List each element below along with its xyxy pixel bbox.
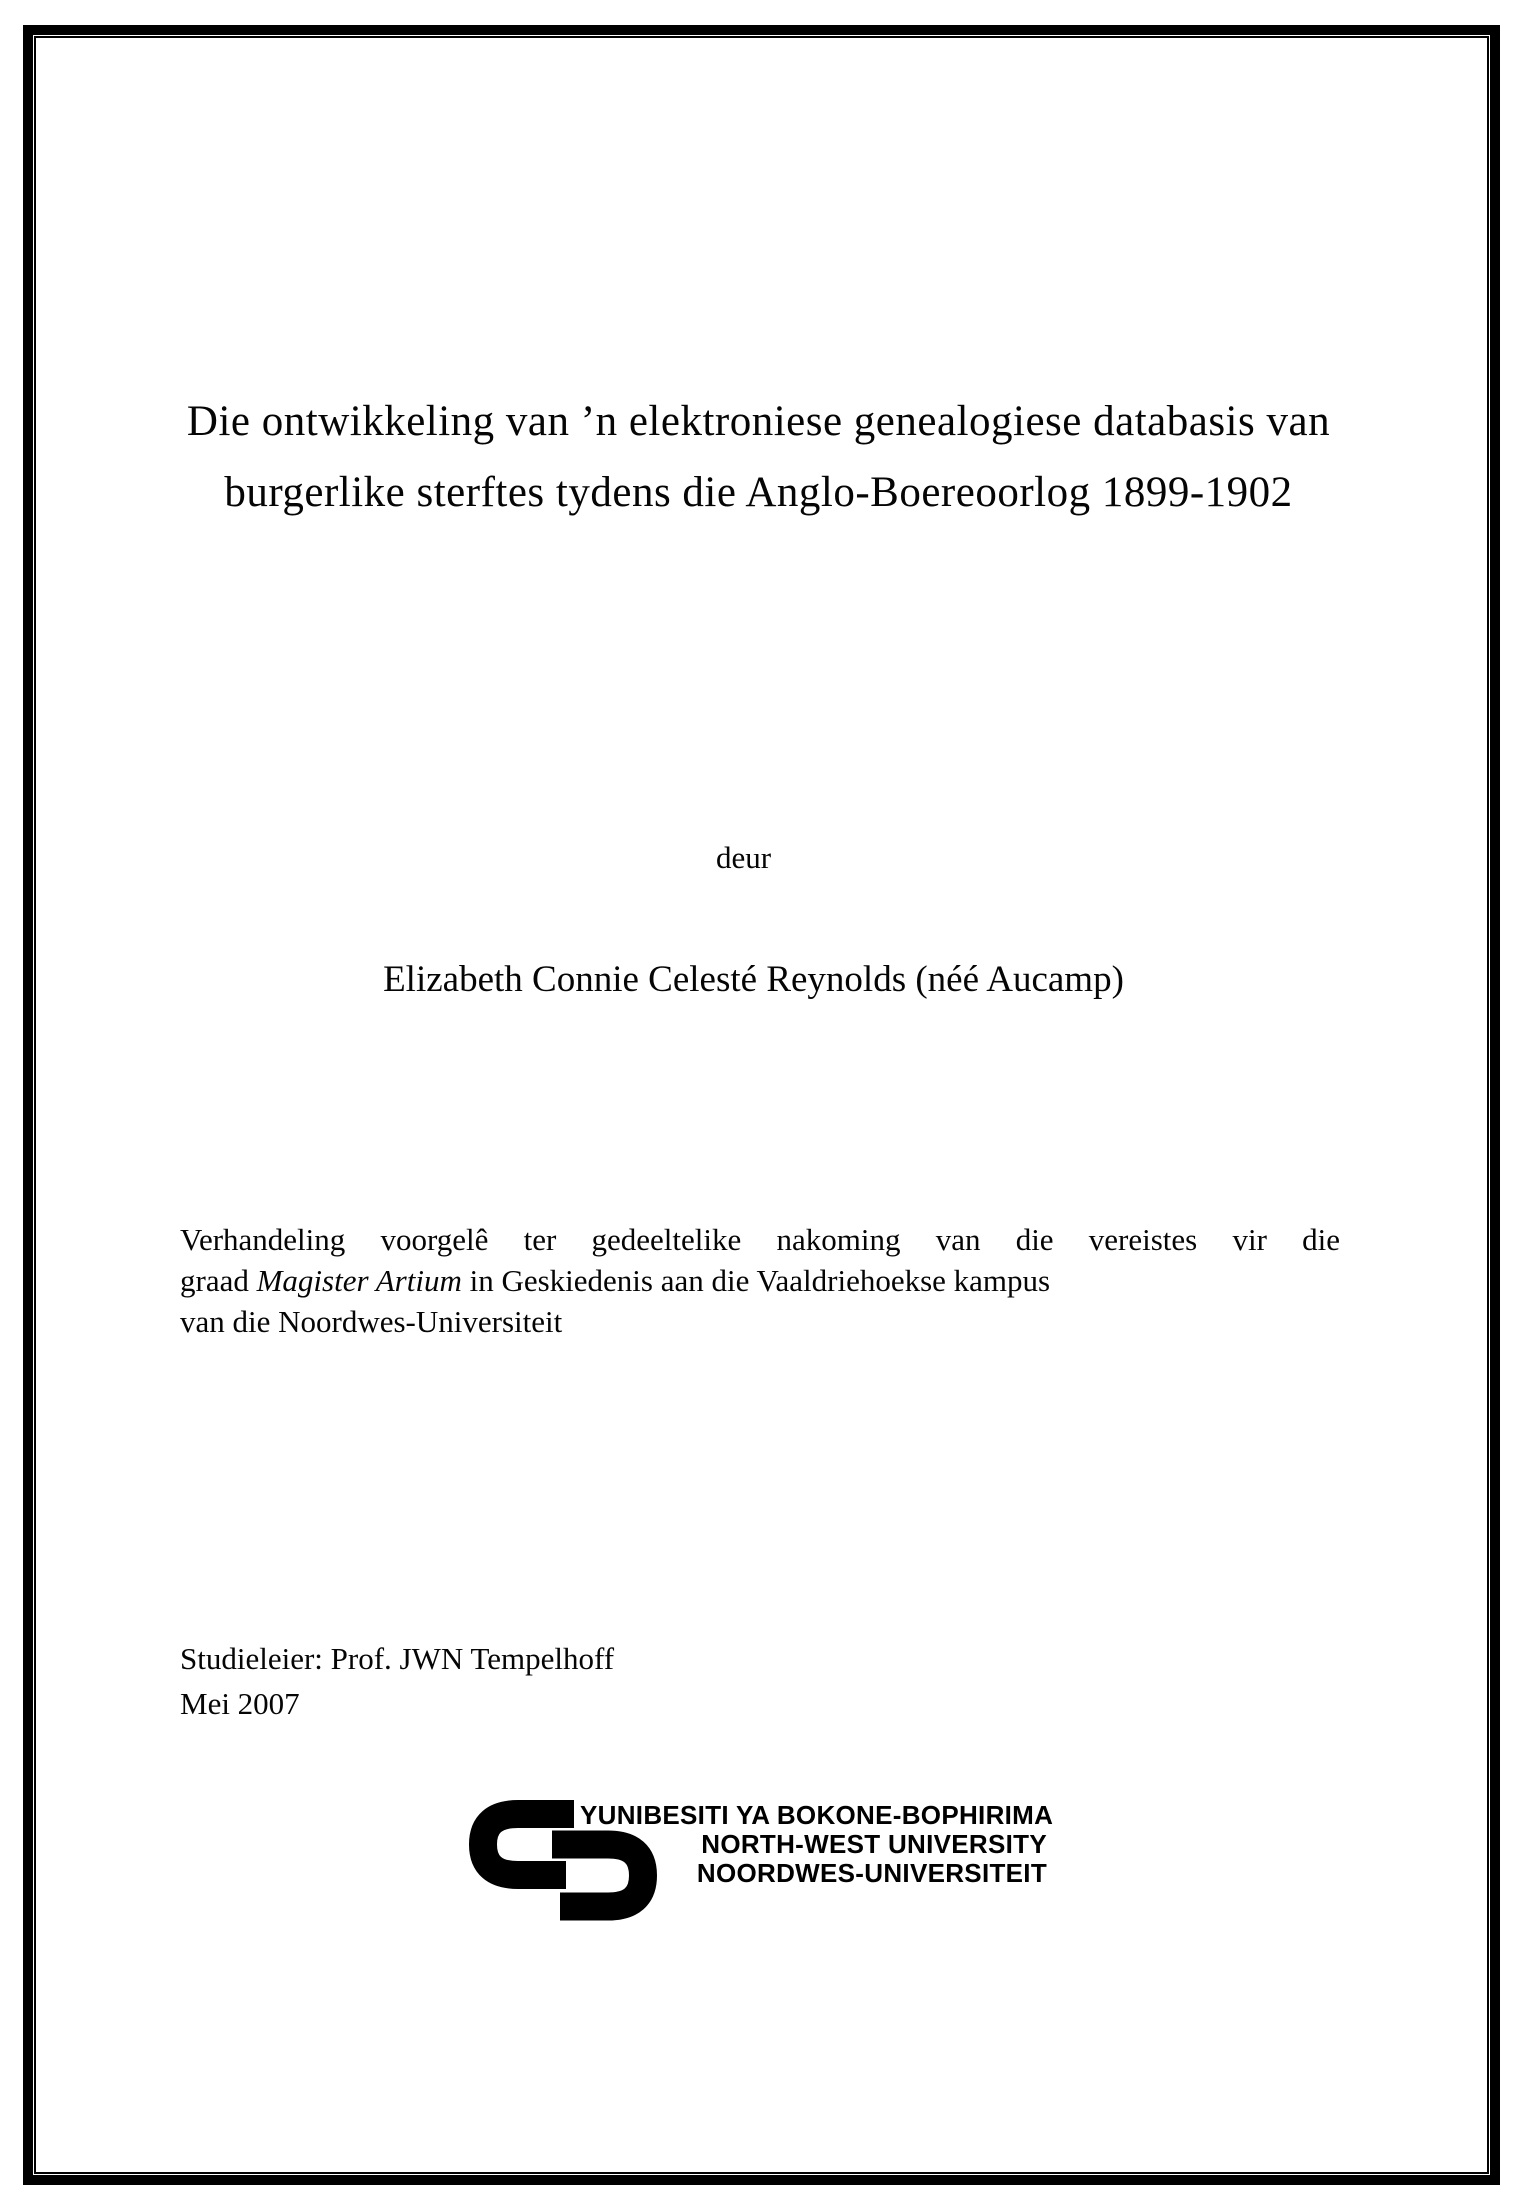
declaration-line-2 xyxy=(180,1260,1340,1301)
author-name: Elizabeth Connie Celesté Reynolds (néé Aucamp) xyxy=(383,959,1124,1000)
date-line: Mei 2007 xyxy=(180,1686,300,1721)
declaration-line-2-post: in Geskiedenis aan die Vaaldriehoekse kampus xyxy=(461,1263,1051,1298)
declaration-line-3: van die Noordwes-Universiteit xyxy=(180,1304,563,1339)
logo-name-setswana: YUNIBESITI YA BOKONE-BOPHIRIMA xyxy=(580,1800,1054,1830)
thesis-title-line-2: burgerlike sterftes tydens die Anglo-Boereoorlog 1899-1902 xyxy=(224,469,1293,517)
degree-name-italic: Magister Artium xyxy=(256,1263,462,1298)
degree-declaration xyxy=(180,1219,1340,1342)
nwu-logo-wordmark xyxy=(580,1800,1054,1888)
declaration-line-1: Verhandeling voorgelê ter gedeeltelike nakoming van die vereistes vir die xyxy=(180,1222,1340,1257)
logo-name-afrikaans: NOORDWES-UNIVERSITEIT xyxy=(696,1858,1047,1888)
logo-name-english: NORTH-WEST UNIVERSITY xyxy=(701,1829,1047,1859)
declaration-line-2-pre: graad xyxy=(180,1263,257,1298)
supervisor-block xyxy=(180,1636,614,1726)
byline-deur: deur xyxy=(715,840,772,875)
supervisor-line: Studieleier: Prof. JWN Tempelhoff xyxy=(180,1641,615,1676)
thesis-title-line-1: Die ontwikkeling van ’n elektroniese genealogiese databasis van xyxy=(186,398,1331,445)
thesis-title xyxy=(100,398,1417,517)
